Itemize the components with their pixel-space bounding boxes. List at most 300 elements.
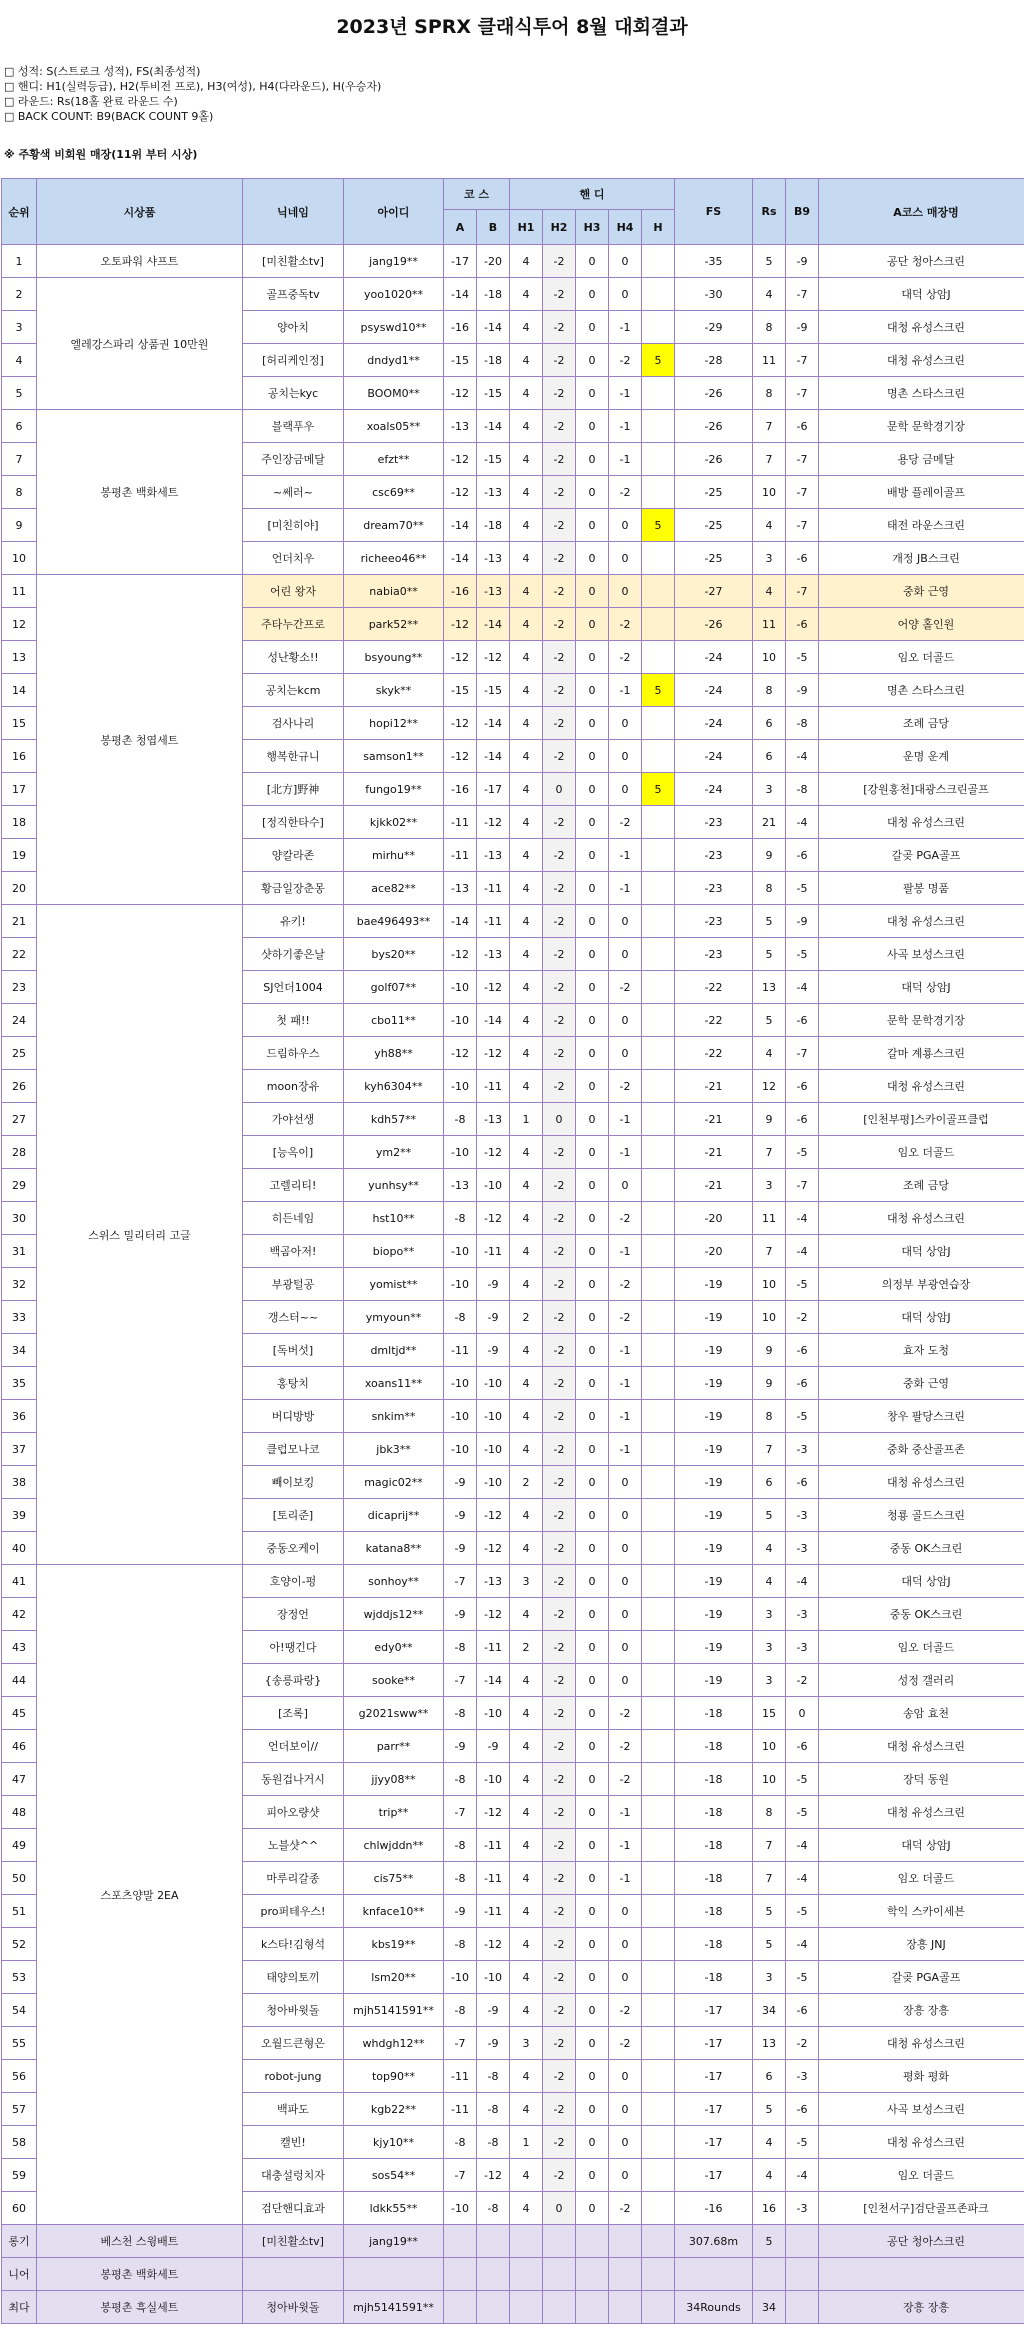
rs-cell: 8 [753, 1400, 786, 1433]
rank-cell: 46 [2, 1730, 37, 1763]
nickname-cell: 공치는kyc [243, 377, 344, 410]
award-nickname-cell [243, 2258, 344, 2291]
rs-cell: 16 [753, 2192, 786, 2225]
id-cell: mjh5141591** [344, 1994, 444, 2027]
nickname-cell: 골프중독tv [243, 278, 344, 311]
h4-cell: -2 [609, 608, 642, 641]
score-b-cell: -12 [477, 1202, 510, 1235]
winner-handicap-cell [642, 1037, 675, 1070]
score-a-cell: -7 [444, 2027, 477, 2060]
nickname-cell: 대충설렁치자 [243, 2159, 344, 2192]
rs-cell: 3 [753, 542, 786, 575]
rs-cell: 8 [753, 872, 786, 905]
store-cell: 청룡 골드스크린 [819, 1499, 1024, 1532]
rank-cell: 14 [2, 674, 37, 707]
store-cell: 중화 근영 [819, 1367, 1024, 1400]
award-id-cell [344, 2258, 444, 2291]
nickname-cell: [미친활소tv] [243, 245, 344, 278]
h1-cell: 4 [510, 740, 543, 773]
rs-cell: 9 [753, 1334, 786, 1367]
h4-cell: -2 [609, 1301, 642, 1334]
h3-cell: 0 [576, 1070, 609, 1103]
h1-cell: 4 [510, 1664, 543, 1697]
h2-cell: -2 [543, 410, 576, 443]
h4-cell: -2 [609, 344, 642, 377]
prize-cell: 스위스 밀리터리 고글 [37, 905, 243, 1565]
h4-cell: -2 [609, 806, 642, 839]
empty-cell [609, 2258, 642, 2291]
award-store-cell [819, 2258, 1024, 2291]
rs-cell: 6 [753, 707, 786, 740]
rank-cell: 30 [2, 1202, 37, 1235]
h3-cell: 0 [576, 509, 609, 542]
fs-cell: -26 [675, 410, 753, 443]
empty-cell [642, 2225, 675, 2258]
score-b-cell: -14 [477, 311, 510, 344]
store-cell: 임오 더골드 [819, 641, 1024, 674]
rs-cell: 34 [753, 1994, 786, 2027]
fs-cell: -25 [675, 542, 753, 575]
score-b-cell: -10 [477, 1367, 510, 1400]
nickname-cell: 캘빈! [243, 2126, 344, 2159]
winner-handicap-cell [642, 245, 675, 278]
empty-cell [609, 2225, 642, 2258]
h3-cell: 0 [576, 1961, 609, 1994]
rank-cell: 21 [2, 905, 37, 938]
h4-cell: 0 [609, 1466, 642, 1499]
score-a-cell: -12 [444, 707, 477, 740]
h4-cell: 0 [609, 1928, 642, 1961]
b9-cell: -6 [786, 542, 819, 575]
header-fs: FS [675, 179, 753, 245]
h4-cell: -1 [609, 1334, 642, 1367]
fs-cell: -29 [675, 311, 753, 344]
b9-cell: -4 [786, 1565, 819, 1598]
h3-cell: 0 [576, 1334, 609, 1367]
h2-cell: -2 [543, 1070, 576, 1103]
winner-handicap-cell: 5 [642, 509, 675, 542]
store-cell: 임오 더골드 [819, 1136, 1024, 1169]
table-row [2, 575, 1024, 608]
store-cell: 평화 평화 [819, 2060, 1024, 2093]
header-h: H [642, 210, 675, 245]
h1-cell: 3 [510, 1565, 543, 1598]
id-cell: dndyd1** [344, 344, 444, 377]
b9-cell: -6 [786, 1334, 819, 1367]
score-b-cell: -9 [477, 1730, 510, 1763]
id-cell: kjkk02** [344, 806, 444, 839]
h3-cell: 0 [576, 1730, 609, 1763]
h3-cell: 0 [576, 1103, 609, 1136]
score-a-cell: -9 [444, 1598, 477, 1631]
h4-cell: 0 [609, 1631, 642, 1664]
rank-cell: 35 [2, 1367, 37, 1400]
rs-cell: 13 [753, 971, 786, 1004]
rank-cell: 4 [2, 344, 37, 377]
prize-cell: 봉평촌 청엽세트 [37, 575, 243, 905]
h2-cell: -2 [543, 1796, 576, 1829]
rs-cell: 4 [753, 1565, 786, 1598]
b9-cell: -7 [786, 344, 819, 377]
score-a-cell: -8 [444, 1301, 477, 1334]
score-b-cell: -13 [477, 575, 510, 608]
rs-cell: 11 [753, 1202, 786, 1235]
rs-cell: 9 [753, 1103, 786, 1136]
score-a-cell: -7 [444, 1664, 477, 1697]
score-b-cell: -10 [477, 1961, 510, 1994]
b9-cell: -6 [786, 1994, 819, 2027]
store-cell: 대덕 상암J [819, 1235, 1024, 1268]
note-line: □ 라운드: Rs(18홀 완료 라운드 수) [4, 95, 178, 108]
score-a-cell: -12 [444, 641, 477, 674]
award-type-cell: 롱기 [2, 2225, 37, 2258]
fs-cell: -22 [675, 1004, 753, 1037]
nickname-cell: 아!땡긴다 [243, 1631, 344, 1664]
score-b-cell: -11 [477, 872, 510, 905]
h4-cell: 0 [609, 245, 642, 278]
store-cell: 장흥 장흥 [819, 1994, 1024, 2027]
id-cell: park52** [344, 608, 444, 641]
h1-cell: 2 [510, 1631, 543, 1664]
h3-cell: 0 [576, 377, 609, 410]
store-cell: 대덕 상암J [819, 971, 1024, 1004]
winner-handicap-cell [642, 542, 675, 575]
rs-cell: 12 [753, 1070, 786, 1103]
h1-cell: 4 [510, 839, 543, 872]
b9-cell: -3 [786, 1598, 819, 1631]
award-id-cell: jang19** [344, 2225, 444, 2258]
fs-cell: -21 [675, 1070, 753, 1103]
rank-cell: 36 [2, 1400, 37, 1433]
store-cell: 대청 유성스크린 [819, 806, 1024, 839]
winner-handicap-cell [642, 575, 675, 608]
store-cell: 문학 문학경기장 [819, 410, 1024, 443]
store-cell: 갈곶 PGA골프 [819, 839, 1024, 872]
rs-cell: 4 [753, 2126, 786, 2159]
h4-cell: 0 [609, 1961, 642, 1994]
h3-cell: 0 [576, 740, 609, 773]
award-prize-cell: 봉평촌 백화세트 [37, 2258, 243, 2291]
rank-cell: 56 [2, 2060, 37, 2093]
rank-cell: 47 [2, 1763, 37, 1796]
rank-cell: 12 [2, 608, 37, 641]
h2-cell: -2 [543, 1862, 576, 1895]
rs-cell: 10 [753, 1268, 786, 1301]
rs-cell: 4 [753, 509, 786, 542]
rs-cell: 4 [753, 1037, 786, 1070]
h4-cell: 0 [609, 2159, 642, 2192]
rank-cell: 6 [2, 410, 37, 443]
h3-cell: 0 [576, 1235, 609, 1268]
rs-cell: 4 [753, 575, 786, 608]
rank-cell: 55 [2, 2027, 37, 2060]
rank-cell: 34 [2, 1334, 37, 1367]
score-b-cell: -15 [477, 443, 510, 476]
score-a-cell: -8 [444, 1829, 477, 1862]
h2-cell: -2 [543, 1268, 576, 1301]
fs-cell: -18 [675, 1763, 753, 1796]
h2-cell: -2 [543, 1697, 576, 1730]
prize-cell: 오토파워 샤프트 [37, 245, 243, 278]
h4-cell: 0 [609, 509, 642, 542]
nickname-cell: [허리케인정] [243, 344, 344, 377]
h1-cell: 4 [510, 806, 543, 839]
rank-cell: 28 [2, 1136, 37, 1169]
fs-cell: -35 [675, 245, 753, 278]
h2-cell: -2 [543, 806, 576, 839]
h3-cell: 0 [576, 2192, 609, 2225]
fs-cell: -19 [675, 1499, 753, 1532]
rank-cell: 57 [2, 2093, 37, 2126]
winner-handicap-cell [642, 1301, 675, 1334]
b9-cell: -3 [786, 2192, 819, 2225]
winner-handicap-cell [642, 377, 675, 410]
id-cell: jang19** [344, 245, 444, 278]
h3-cell: 0 [576, 938, 609, 971]
nickname-cell: [北方]野神 [243, 773, 344, 806]
h2-cell: 0 [543, 1103, 576, 1136]
h1-cell: 4 [510, 1400, 543, 1433]
b9-cell: -9 [786, 674, 819, 707]
h3-cell: 0 [576, 1763, 609, 1796]
rank-cell: 29 [2, 1169, 37, 1202]
fs-cell: -22 [675, 971, 753, 1004]
h1-cell: 4 [510, 443, 543, 476]
h1-cell: 1 [510, 2126, 543, 2159]
b9-cell: -5 [786, 1796, 819, 1829]
b9-cell: -9 [786, 905, 819, 938]
h1-cell: 4 [510, 1961, 543, 1994]
score-b-cell: -15 [477, 674, 510, 707]
rs-cell: 5 [753, 938, 786, 971]
h2-cell: -2 [543, 1730, 576, 1763]
fs-cell: -23 [675, 905, 753, 938]
h2-cell: -2 [543, 509, 576, 542]
h2-cell: -2 [543, 740, 576, 773]
fs-cell: -19 [675, 1433, 753, 1466]
nickname-cell: 빼이보킹 [243, 1466, 344, 1499]
h4-cell: -2 [609, 2027, 642, 2060]
h3-cell: 0 [576, 1367, 609, 1400]
h2-cell: 0 [543, 2192, 576, 2225]
score-b-cell: -14 [477, 410, 510, 443]
header-h4: H4 [609, 210, 642, 245]
fs-cell: -18 [675, 1697, 753, 1730]
nickname-cell: robot-jung [243, 2060, 344, 2093]
h4-cell: -1 [609, 1433, 642, 1466]
h4-cell: 0 [609, 1004, 642, 1037]
score-a-cell: -10 [444, 1961, 477, 1994]
id-cell: mirhu** [344, 839, 444, 872]
h1-cell: 4 [510, 476, 543, 509]
fs-cell: -23 [675, 938, 753, 971]
b9-cell: -3 [786, 2060, 819, 2093]
id-cell: kjy10** [344, 2126, 444, 2159]
h1-cell: 4 [510, 2093, 543, 2126]
id-cell: hst10** [344, 1202, 444, 1235]
score-b-cell: -11 [477, 1235, 510, 1268]
h1-cell: 4 [510, 509, 543, 542]
b9-cell: -5 [786, 1136, 819, 1169]
winner-handicap-cell [642, 806, 675, 839]
empty-cell [477, 2291, 510, 2324]
fs-cell: -24 [675, 707, 753, 740]
store-cell: 조례 금당 [819, 1169, 1024, 1202]
rs-cell: 5 [753, 1004, 786, 1037]
rank-cell: 44 [2, 1664, 37, 1697]
store-cell: 대청 유성스크린 [819, 1466, 1024, 1499]
h3-cell: 0 [576, 1499, 609, 1532]
store-cell: 태전 라운스크린 [819, 509, 1024, 542]
rs-cell: 15 [753, 1697, 786, 1730]
store-cell: 창우 팔당스크린 [819, 1400, 1024, 1433]
nickname-cell: 언더보이// [243, 1730, 344, 1763]
store-cell: 임오 더골드 [819, 1862, 1024, 1895]
fs-cell: -24 [675, 773, 753, 806]
note-line: □ BACK COUNT: B9(BACK COUNT 9홀) [4, 110, 214, 123]
store-cell: 사곡 보성스크린 [819, 938, 1024, 971]
id-cell: snkim** [344, 1400, 444, 1433]
nickname-cell: 블랙푸우 [243, 410, 344, 443]
store-cell: 임오 더골드 [819, 1631, 1024, 1664]
h1-cell: 4 [510, 1697, 543, 1730]
nickname-cell: 마루리갈종 [243, 1862, 344, 1895]
b9-cell: -4 [786, 1829, 819, 1862]
h1-cell: 4 [510, 1532, 543, 1565]
id-cell: top90** [344, 2060, 444, 2093]
h4-cell: 0 [609, 278, 642, 311]
award-fs-cell: 307.68m [675, 2225, 753, 2258]
id-cell: bae496493** [344, 905, 444, 938]
score-b-cell: -11 [477, 1070, 510, 1103]
h2-cell: -2 [543, 1136, 576, 1169]
h4-cell: 0 [609, 1499, 642, 1532]
h4-cell: 0 [609, 1532, 642, 1565]
id-cell: ymyoun** [344, 1301, 444, 1334]
nickname-cell: 공치는kcm [243, 674, 344, 707]
h2-cell: -2 [543, 575, 576, 608]
score-a-cell: -12 [444, 1037, 477, 1070]
score-b-cell: -12 [477, 806, 510, 839]
rank-cell: 16 [2, 740, 37, 773]
h1-cell: 4 [510, 872, 543, 905]
h4-cell: 0 [609, 773, 642, 806]
b9-cell: -9 [786, 311, 819, 344]
fs-cell: -20 [675, 1235, 753, 1268]
fs-cell: -24 [675, 740, 753, 773]
store-cell: 용당 금메달 [819, 443, 1024, 476]
award-type-cell: 최다 [2, 2291, 37, 2324]
score-b-cell: -18 [477, 509, 510, 542]
header-b: B [477, 210, 510, 245]
score-a-cell: -15 [444, 344, 477, 377]
score-a-cell: -7 [444, 1565, 477, 1598]
b9-cell: -7 [786, 1169, 819, 1202]
store-cell: 공단 청아스크린 [819, 245, 1024, 278]
h2-cell: -2 [543, 1037, 576, 1070]
h4-cell: -2 [609, 641, 642, 674]
score-a-cell: -12 [444, 476, 477, 509]
h1-cell: 4 [510, 1136, 543, 1169]
h1-cell: 4 [510, 1070, 543, 1103]
h3-cell: 0 [576, 1598, 609, 1631]
id-cell: g2021sww** [344, 1697, 444, 1730]
empty-cell [786, 2225, 819, 2258]
empty-cell [642, 2291, 675, 2324]
winner-handicap-cell [642, 1961, 675, 1994]
score-a-cell: -10 [444, 1136, 477, 1169]
h3-cell: 0 [576, 2126, 609, 2159]
b9-cell: -6 [786, 1730, 819, 1763]
nickname-cell: 히든네임 [243, 1202, 344, 1235]
id-cell: dicaprij** [344, 1499, 444, 1532]
score-b-cell: -8 [477, 2060, 510, 2093]
h4-cell: -1 [609, 1400, 642, 1433]
fs-cell: -17 [675, 1994, 753, 2027]
store-cell: 중동 OK스크린 [819, 1532, 1024, 1565]
fs-cell: -18 [675, 1928, 753, 1961]
empty-cell [444, 2225, 477, 2258]
score-b-cell: -10 [477, 1763, 510, 1796]
nickname-cell: 청아바윗돌 [243, 1994, 344, 2027]
id-cell: sonhoy** [344, 1565, 444, 1598]
store-cell: 배방 플레이골프 [819, 476, 1024, 509]
nickname-cell: [조록] [243, 1697, 344, 1730]
h1-cell: 4 [510, 641, 543, 674]
rank-cell: 31 [2, 1235, 37, 1268]
score-a-cell: -11 [444, 806, 477, 839]
id-cell: kdh57** [344, 1103, 444, 1136]
h4-cell: -1 [609, 1136, 642, 1169]
score-a-cell: -9 [444, 1466, 477, 1499]
fs-cell: -19 [675, 1334, 753, 1367]
score-b-cell: -11 [477, 1631, 510, 1664]
winner-handicap-cell [642, 1829, 675, 1862]
id-cell: jjyy08** [344, 1763, 444, 1796]
h2-cell: -2 [543, 2060, 576, 2093]
score-a-cell: -7 [444, 1796, 477, 1829]
score-b-cell: -14 [477, 1664, 510, 1697]
b9-cell: -5 [786, 872, 819, 905]
h1-cell: 4 [510, 278, 543, 311]
h3-cell: 0 [576, 1268, 609, 1301]
h3-cell: 0 [576, 311, 609, 344]
winner-handicap-cell [642, 2126, 675, 2159]
winner-handicap-cell [642, 2060, 675, 2093]
h3-cell: 0 [576, 1697, 609, 1730]
fs-cell: -18 [675, 1829, 753, 1862]
b9-cell: -6 [786, 1367, 819, 1400]
empty-cell [576, 2291, 609, 2324]
id-cell: sooke** [344, 1664, 444, 1697]
rs-cell: 11 [753, 344, 786, 377]
rs-cell: 3 [753, 1631, 786, 1664]
score-a-cell: -10 [444, 1367, 477, 1400]
award-fs-cell [675, 2258, 753, 2291]
h4-cell: -1 [609, 410, 642, 443]
rs-cell: 3 [753, 1598, 786, 1631]
rank-cell: 10 [2, 542, 37, 575]
award-id-cell: mjh5141591** [344, 2291, 444, 2324]
score-b-cell: -15 [477, 377, 510, 410]
store-cell: 대청 유성스크린 [819, 2126, 1024, 2159]
h3-cell: 0 [576, 1631, 609, 1664]
nickname-cell: moon장유 [243, 1070, 344, 1103]
nickname-cell: 클럽모나코 [243, 1433, 344, 1466]
h4-cell: 0 [609, 740, 642, 773]
h3-cell: 0 [576, 2159, 609, 2192]
fs-cell: -19 [675, 1466, 753, 1499]
